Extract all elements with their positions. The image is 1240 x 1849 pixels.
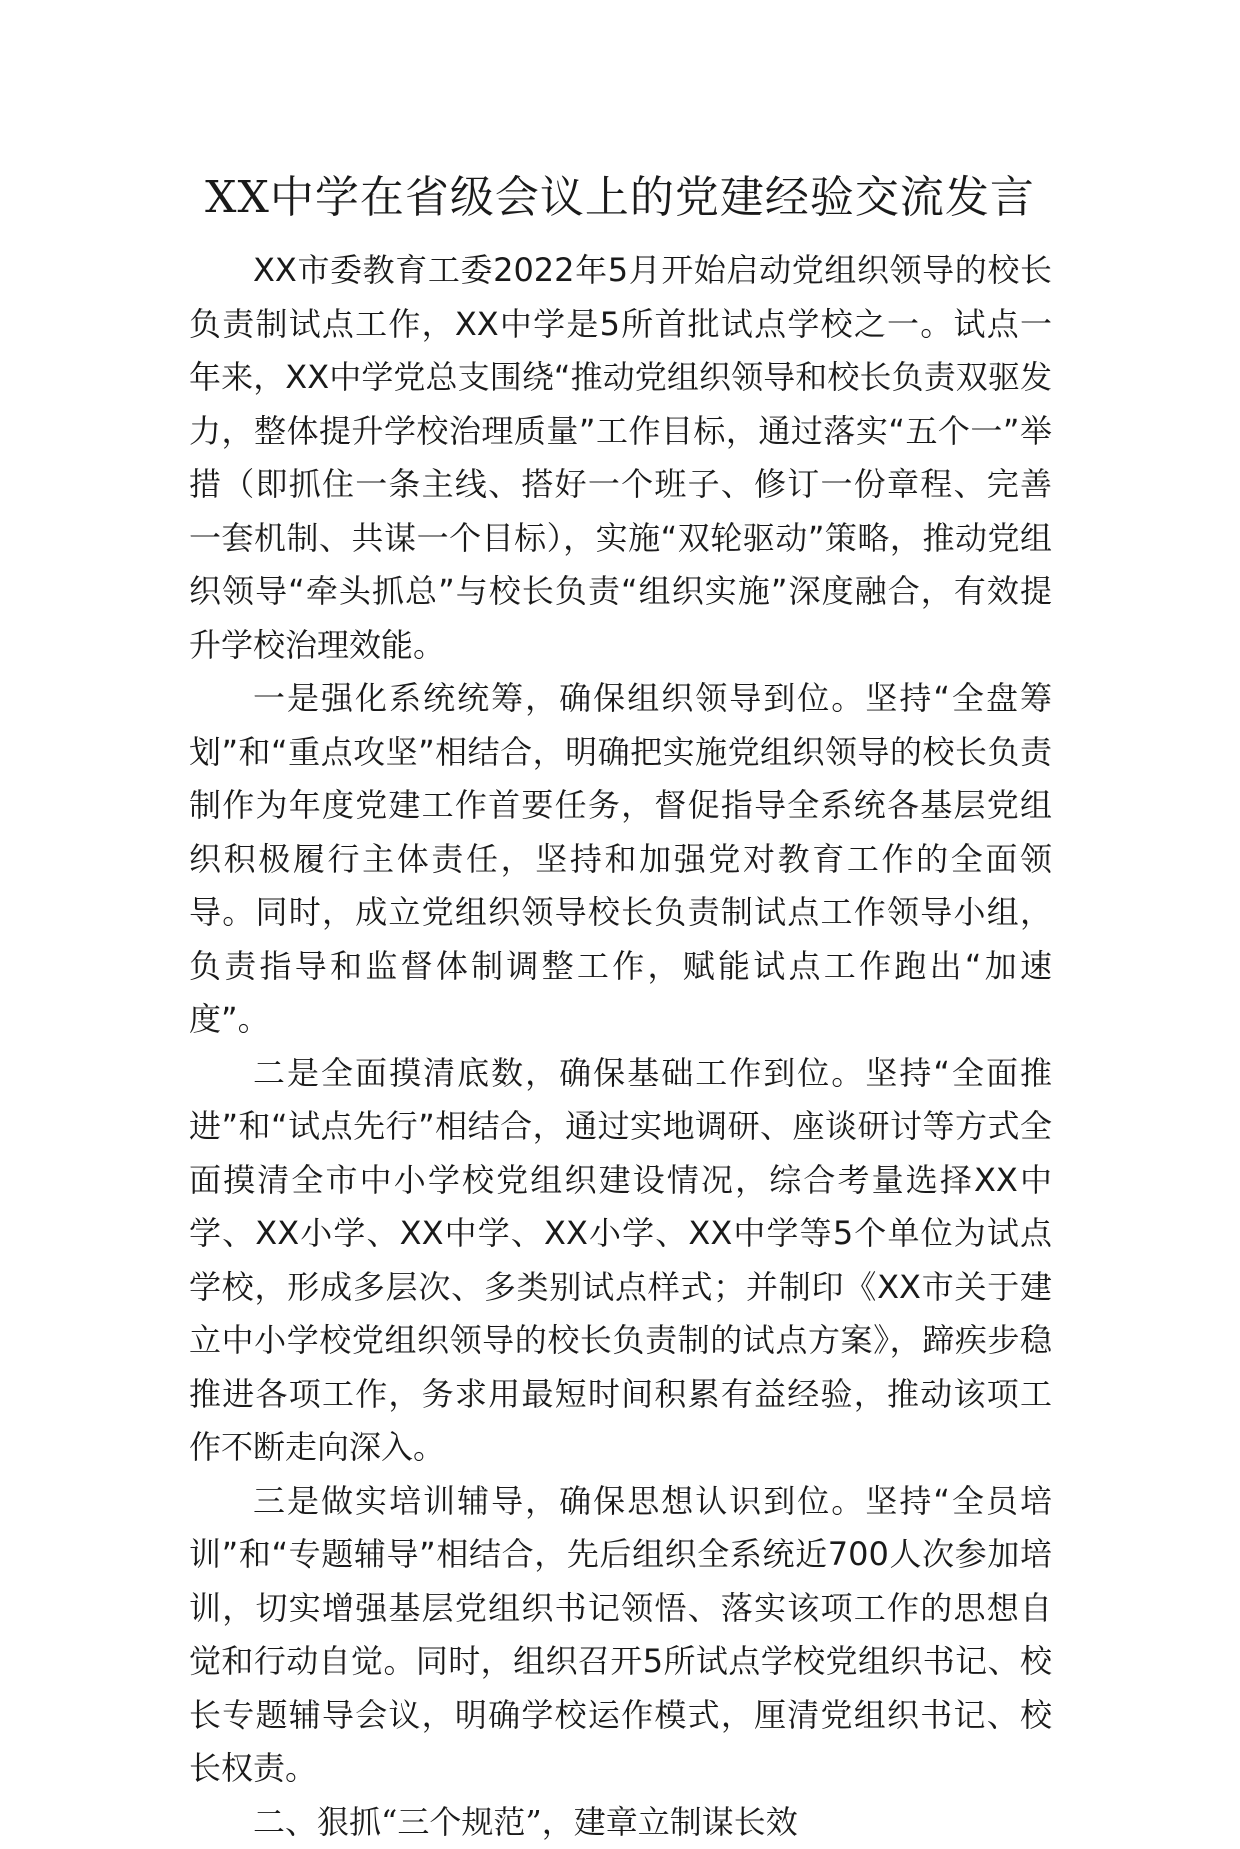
section-heading: 二、狠抓“三个规范”，建章立制谋长效	[189, 1796, 1052, 1849]
document-title: XX中学在省级会议上的党建经验交流发言	[150, 168, 1090, 228]
paragraph-system-coordination: 一是强化系统统筹，确保组织领导到位。坚持“全盘筹划”和“重点攻坚”相结合，明确把实施党组织领导的校长负责制作为年度党建工作首要任务，督促指导全系统各基层党组织积极履行主体责任，坚持和加强党对教育工作的全面领导。同时，成立党组织领导校长负责制试点工作领导小组，负责指导和监督体制调整工作，赋能试点工作跑出“加速度”。	[189, 672, 1052, 1047]
paragraph-training: 三是做实培训辅导，确保思想认识到位。坚持“全员培训”和“专题辅导”相结合，先后组织全系统近700人次参加培训，切实增强基层党组织书记领悟、落实该项工作的思想自觉和行动自觉。同时，组织召开5所试点学校党组织书记、校长专题辅导会议，明确学校运作模式，厘清党组织书记、校长权责。	[189, 1475, 1052, 1796]
paragraph-baseline-survey: 二是全面摸清底数，确保基础工作到位。坚持“全面推进”和“试点先行”相结合，通过实地调研、座谈研讨等方式全面摸清全市中小学校党组织建设情况，综合考量选择XX中学、XX小学、XX中学、XX小学、XX中学等5个单位为试点学校，形成多层次、多类别试点样式；并制印《XX市关于建立中小学校党组织领导的校长负责制的试点方案》，蹄疾步稳推进各项工作，务求用最短时间积累有益经验，推动该项工作不断走向深入。	[189, 1047, 1052, 1475]
document-body	[189, 244, 1052, 1849]
intro-paragraph: XX市委教育工委2022年5月开始启动党组织领导的校长负责制试点工作，XX中学是5所首批试点学校之一。试点一年来，XX中学党总支围绕“推动党组织领导和校长负责双驱发力，整体提升学校治理质量”工作目标，通过落实“五个一”举措（即抓住一条主线、搭好一个班子、修订一份章程、完善一套机制、共谋一个目标），实施“双轮驱动”策略，推动党组织领导“牵头抓总”与校长负责“组织实施”深度融合，有效提升学校治理效能。	[189, 244, 1052, 672]
